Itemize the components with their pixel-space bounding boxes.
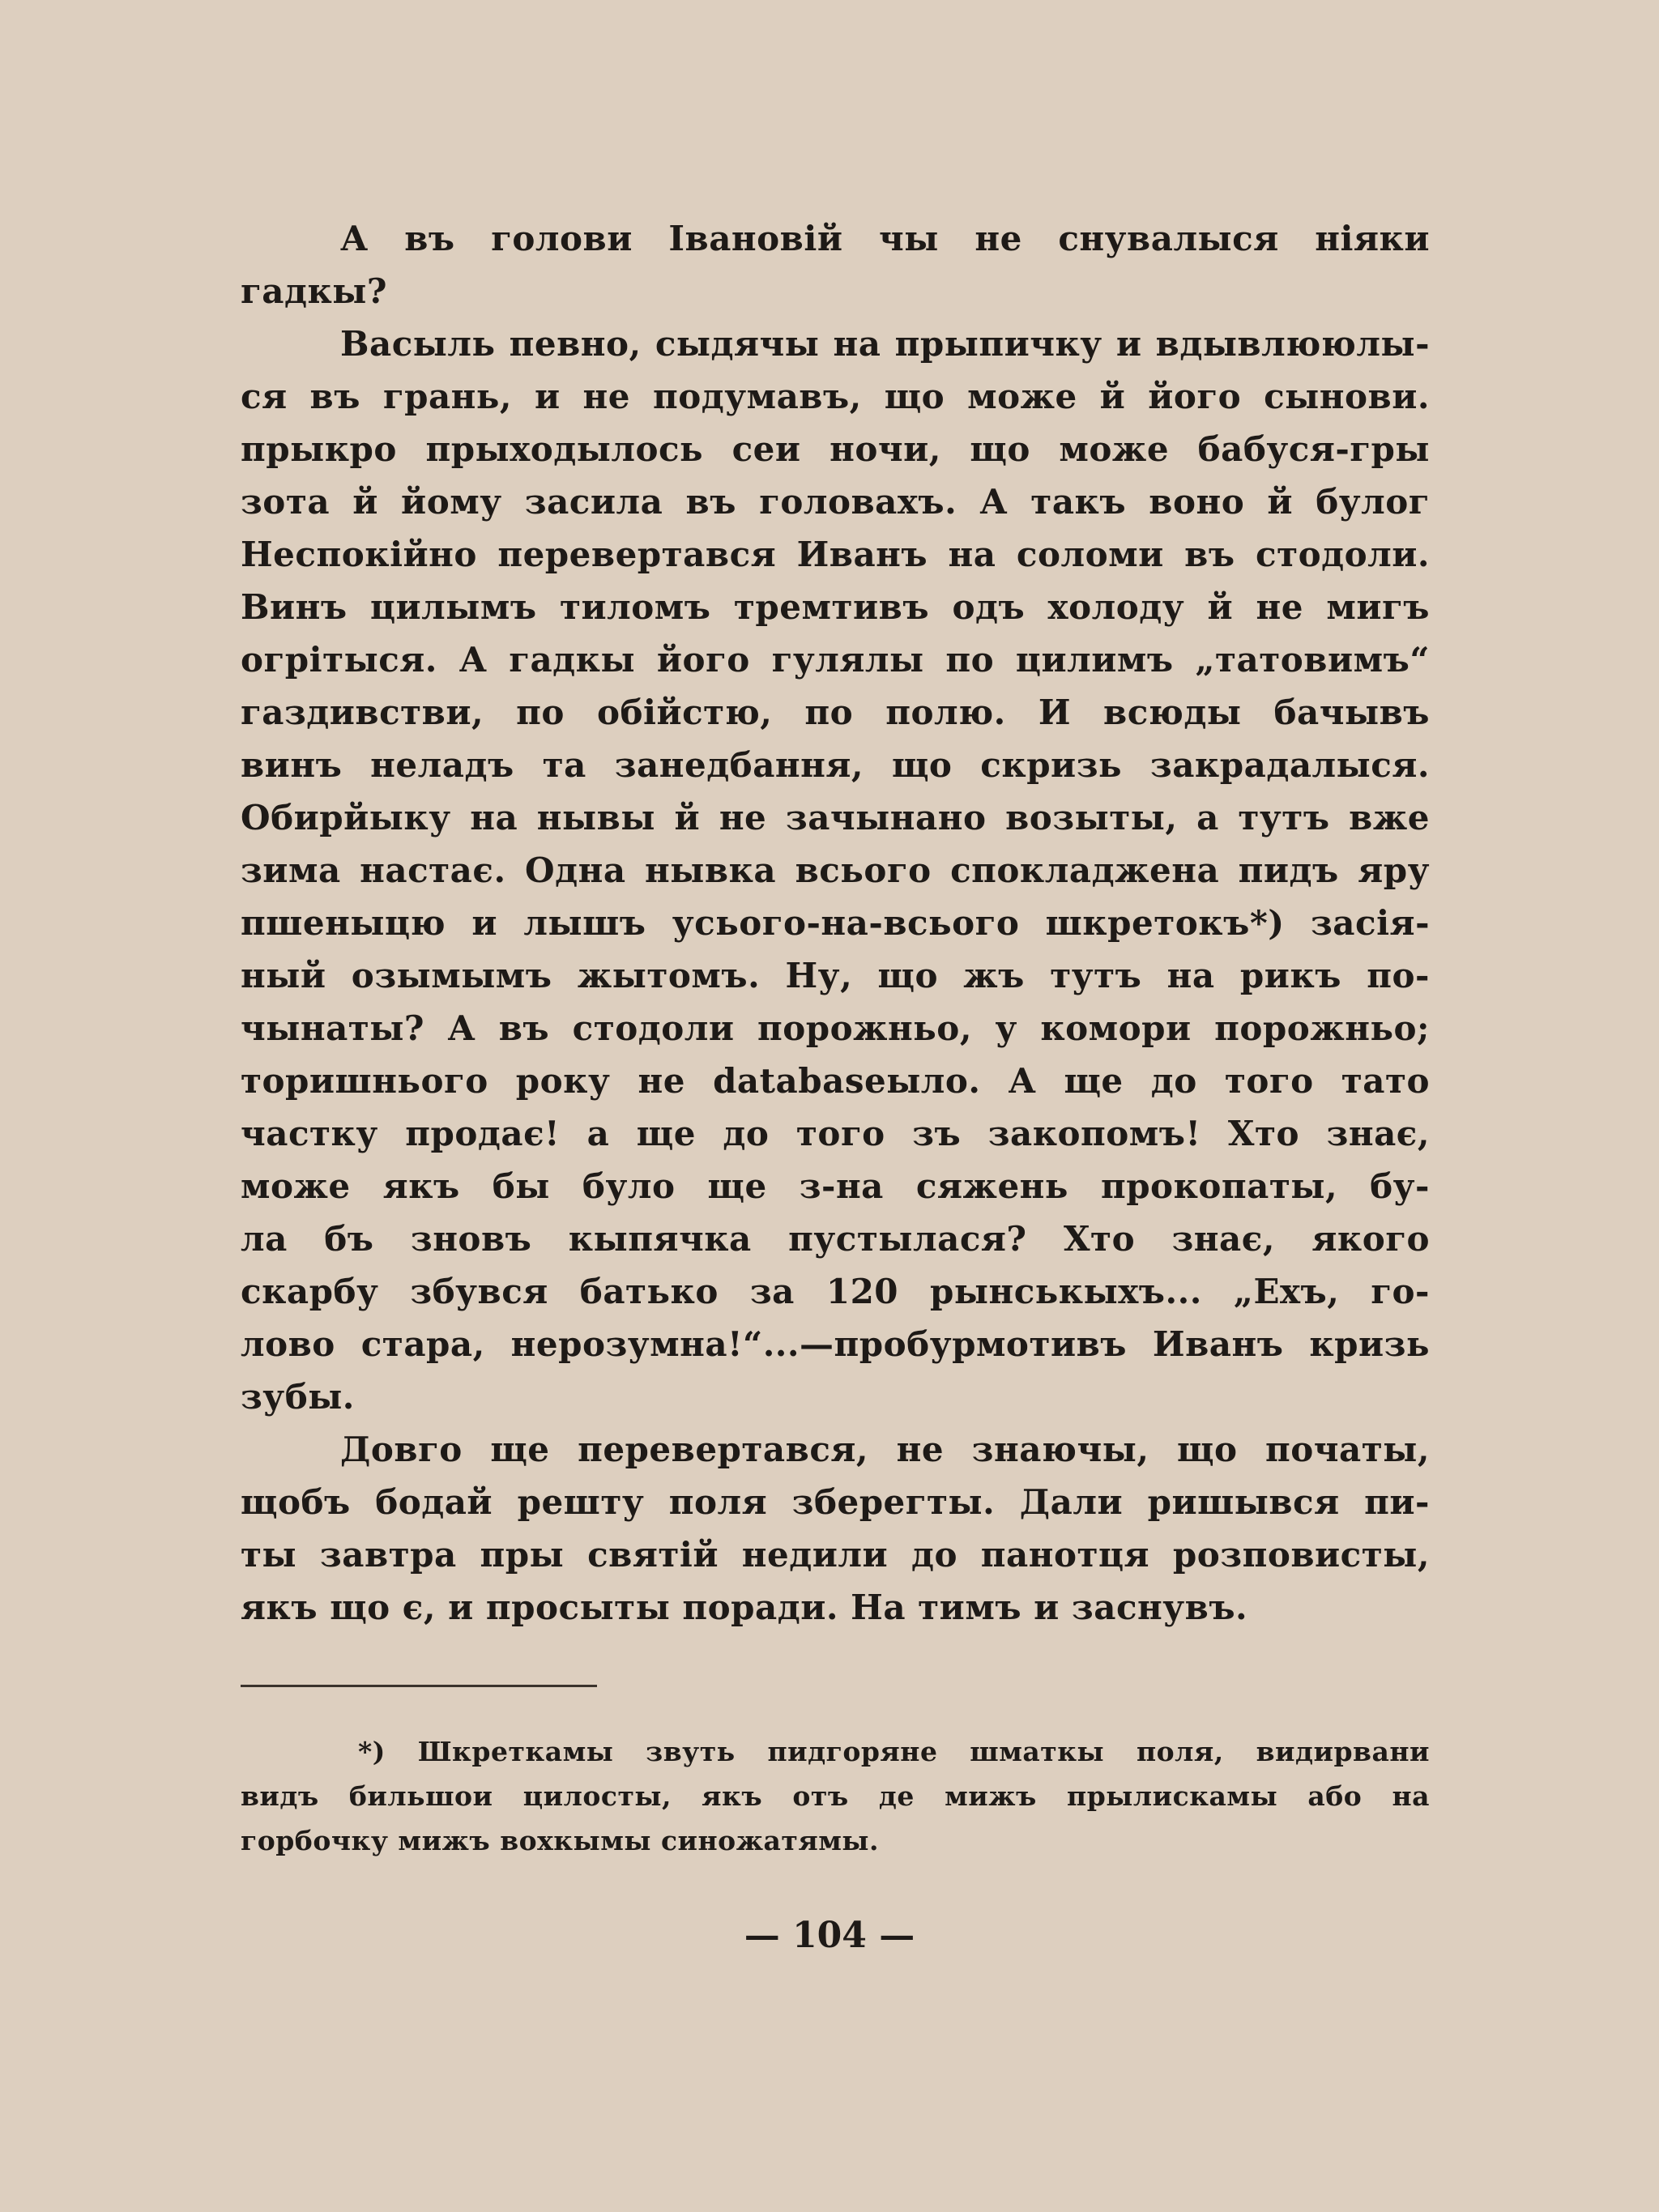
main-text bbox=[241, 212, 1430, 1634]
text-line: може якъ бы було ще з-на сяжень прокопаты, бу- bbox=[241, 1166, 1430, 1206]
page-number: — 104 — bbox=[744, 1915, 915, 1956]
text-line: Винъ цилымъ тиломъ тремтивъ одъ холоду й не мигъ bbox=[241, 587, 1430, 627]
text-line: скарбу збувся батько за 120 рынськыхъ... „Ехъ, го- bbox=[241, 1272, 1430, 1311]
footnote-line: *) Шкреткамы звуть пидгоряне шматкы поля, видирвани bbox=[358, 1736, 1430, 1767]
text-line: ты завтра пры святій недили до панотця розповисты, bbox=[241, 1535, 1430, 1575]
text-line: Васыль певно, сыдячы на прыпичку и вдывлююлы- bbox=[340, 324, 1430, 364]
text-line: газдивстви, по обійстю, по полю. И всюды бачывъ bbox=[241, 693, 1430, 732]
footnote-divider bbox=[241, 1685, 597, 1687]
text-line: щобъ бодай решту поля зберегты. Дали ришывся пи- bbox=[241, 1482, 1430, 1522]
text-line: частку продає! а ще до того зъ закопомъ! Хто знає, bbox=[241, 1114, 1430, 1153]
text-line: огрітыся. А гадкы його гулялы по цилимъ „татовимъ“ bbox=[241, 640, 1430, 680]
text-line: торишнього року не databaseыло. А ще до того тато bbox=[241, 1061, 1430, 1101]
text-line: А въ голови Івановій чы не снувалыся ніяки bbox=[340, 219, 1430, 258]
text-line: Довго ще перевертався, не знаючы, що початы, bbox=[340, 1430, 1430, 1469]
text-line: гадкы? bbox=[241, 271, 387, 311]
text-line: прыкро прыходылось сеи ночи, що може бабуся-гры bbox=[241, 429, 1430, 469]
footnote bbox=[241, 1729, 1430, 1863]
text-line: якъ що є, и просыты поради. На тимъ и заснувъ. bbox=[241, 1588, 1248, 1627]
footnote-line: видъ бильшои цилосты, якъ отъ де мижъ прылискамы або на bbox=[241, 1780, 1430, 1812]
text-line: зота й йому засила въ головахъ. А такъ воно й булог bbox=[241, 482, 1430, 522]
text-line: ся въ грань, и не подумавъ, що може й його сынови. bbox=[241, 377, 1430, 416]
text-line: чынаты? А въ стодоли порожньо, у комори порожньо; bbox=[241, 1008, 1430, 1048]
text-line: винъ неладъ та занедбання, що скризь закрадалыся. bbox=[241, 745, 1430, 785]
text-line: лово стара, нерозумна!“...—пробурмотивъ Иванъ кризь bbox=[241, 1324, 1430, 1364]
text-line: пшеныцю и лышъ усього-на-всього шкретокъ*) засія- bbox=[241, 903, 1430, 943]
text-line: Обирйыку на нывы й не зачынано возыты, а тутъ вже bbox=[241, 798, 1430, 837]
text-line: Неспокійно перевертався Иванъ на соломи въ стодоли. bbox=[241, 535, 1430, 574]
text-line: ный озымымъ жытомъ. Ну, що жъ тутъ на рикъ по- bbox=[241, 956, 1430, 995]
text-line: зима настає. Одна нывка всього спокладжена пидъ яру bbox=[241, 850, 1430, 890]
text-line: ла бъ зновъ кыпячка пустылася? Хто знає, якого bbox=[241, 1219, 1430, 1259]
footnote-line: горбочку мижъ вохкымы синожатямы. bbox=[241, 1825, 879, 1856]
text-line: зубы. bbox=[241, 1377, 355, 1417]
